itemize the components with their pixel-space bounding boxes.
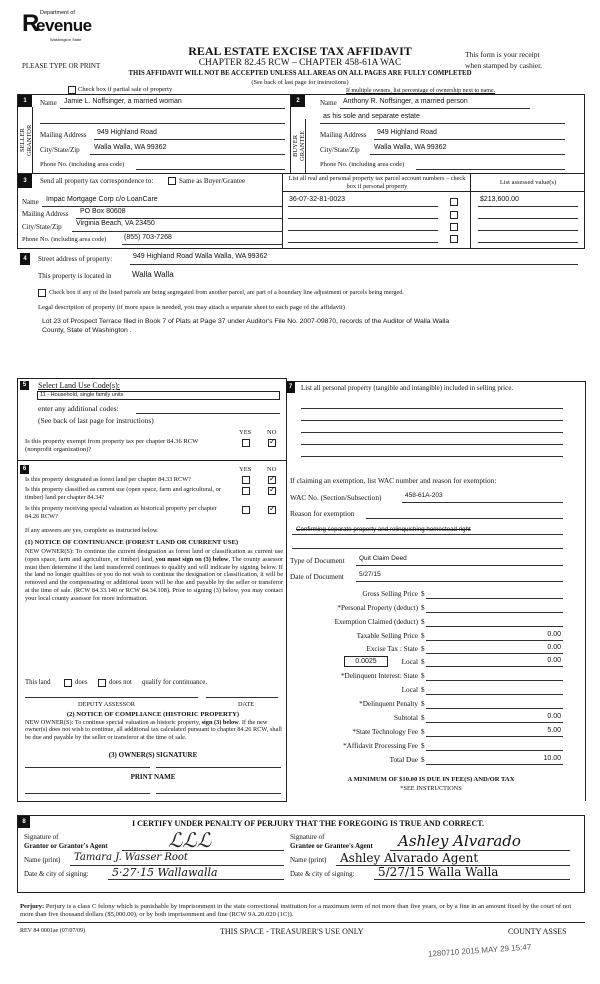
seller-mailing-label: Mailing Address: [40, 131, 87, 139]
buyer-name-field-2[interactable]: as his sole and separate estate: [323, 113, 420, 120]
historical-yes-checkbox[interactable]: [242, 506, 250, 514]
personal-property-line-4[interactable]: [301, 444, 563, 445]
fee-value[interactable]: 0.00: [547, 644, 561, 651]
exempt-yes-checkbox[interactable]: [242, 439, 250, 447]
grantor-name-field[interactable]: Tamara J. Wasser Root: [74, 852, 188, 863]
no-header-5: NO: [267, 429, 277, 436]
forest-current-use-section: [17, 460, 287, 802]
corr-name-label: Name: [22, 198, 39, 206]
section-7-right-border: [585, 381, 586, 801]
parcel-number-field[interactable]: 36-07-32-81-0023: [289, 196, 346, 203]
multiple-owners-note: If multiple owners, list percentage of ownership next to name.: [346, 88, 496, 94]
fee-line: [426, 694, 563, 695]
section-2-badge: 2: [291, 95, 305, 107]
grantor-name-label: Name (print): [24, 856, 61, 864]
deputy-assessor-line[interactable]: [25, 697, 198, 698]
assessed-line: [478, 206, 578, 207]
owner-print-name-1[interactable]: [25, 793, 150, 794]
notice-continuance-title: (1) NOTICE OF CONTINUANCE (FOREST LAND OR CURRENT USE): [25, 539, 239, 546]
please-type-print: PLEASE TYPE OR PRINT: [22, 62, 101, 70]
does-not-label: does not: [109, 679, 132, 686]
reason-label: Reason for exemption: [290, 509, 355, 518]
current-use-question: Is this property classified as current use (open space, farm and agricultural, or timber) land per chapter 84.34?: [25, 486, 221, 501]
perjury-label: Perjury:: [20, 903, 45, 910]
dollar-sign: $: [421, 700, 425, 708]
seller-city-label: City/State/Zip: [40, 146, 80, 154]
fee-line: [426, 708, 563, 709]
grantor-date-field[interactable]: 5·27·15 Wallawalla: [112, 866, 218, 879]
corr-phone-label: Phone No. (including area code): [22, 236, 107, 243]
land-use-value: 11 - Household, single family units: [40, 392, 124, 398]
wac-field[interactable]: 458-61A-203: [405, 492, 443, 499]
dollar-sign: $: [421, 672, 425, 680]
notice2-text-b: . If the new owner(s) does not wish to continue, all additional tax calculated pursuant to chapter 84.26 RCW, shall be due and payable by the seller or transferor at the time of sale.: [25, 719, 282, 741]
seller-grantor-section: [17, 94, 291, 174]
section-4-badge: 4: [20, 253, 30, 265]
section-6-badge: 6: [20, 465, 29, 474]
fee-label: Gross Selling Price: [362, 590, 418, 598]
notice-continuance-text: [25, 548, 283, 603]
segregated-checkbox[interactable]: [38, 289, 46, 297]
seller-phone-label: Phone No. (including area code): [40, 161, 125, 168]
seller-mailing-field[interactable]: 949 Highland Road: [97, 129, 157, 136]
notice2-text-a: NEW OWNER(S): To continue special valuation as historic property,: [25, 719, 202, 726]
corr-phone-line: [122, 244, 282, 245]
personal-property-checkbox[interactable]: [450, 211, 458, 219]
does-label: does: [75, 679, 88, 686]
reason-line-2: [292, 534, 563, 535]
doc-date-field[interactable]: 5/27/15: [359, 571, 381, 578]
personal-property-section: [286, 381, 586, 802]
select-land-use-label: Select Land Use Code(s):: [38, 381, 120, 390]
grantee-sig-label-2: Grantee or Grantee's Agent: [290, 842, 373, 850]
dollar-sign: $: [421, 645, 425, 653]
fee-label: Taxable Selling Price: [356, 632, 418, 640]
deputy-assessor-label: DEPUTY ASSESSOR: [78, 701, 135, 708]
send-correspondence-label: Send all property tax correspondence to:: [40, 177, 154, 185]
land-use-dropdown[interactable]: [37, 391, 280, 400]
dollar-sign: $: [421, 658, 425, 666]
logo-r: R: [22, 10, 40, 37]
doc-date-label: Date of Document: [290, 572, 344, 581]
seller-label: [19, 115, 33, 165]
footer-rule: [17, 922, 585, 923]
section-5-badge: 5: [20, 381, 29, 390]
doc-type-line: [356, 565, 563, 566]
perjury-text: Perjury is a class C felony which is punishable by imprisonment in the state correctional institution for a maximum term of not more than five years, or by a fine in an amount fixed by the court of not more than five thousand dollars ($5,000.00), or by both imprisonment and fine (RCW 9A.20.020 (1C)).: [20, 903, 572, 918]
treasurer-use-only: THIS SPACE - TREASURER'S USE ONLY: [220, 927, 364, 936]
fee-line: [426, 736, 563, 737]
grantor-sig-label-2: Grantor or Grantor's Agent: [24, 842, 108, 850]
dor-logo: [22, 8, 92, 52]
exemption-label: If claiming an exemption, list WAC number and reason for exemption:: [290, 476, 497, 485]
fee-line: [426, 750, 563, 751]
yes-header-6: YES: [239, 466, 252, 473]
grantor-signature[interactable]: ℒℒℒ: [168, 828, 212, 852]
owner-print-name-2[interactable]: [156, 793, 281, 794]
notice1-text-b: . The county assessor must then determine if the land transferred continues to qualify and will indicate by signing below. If the land no longer qualifies or you do not wish to continue the designation or classification, it will be removed and the compensating or additional taxes will be due and payable by the seller or transferor at the time of sale. (RCW 84.33.140 or RCW 84.34.108). Prior to signing (3) below, you may contact your local county assessor for more information.: [25, 555, 283, 602]
seller-side-label: [18, 107, 33, 174]
minimum-due-note: A MINIMUM OF $10.00 IS DUE IN FEE(S) AND/OR TAX: [347, 776, 515, 783]
fee-value[interactable]: 5.00: [547, 727, 561, 734]
personal-property-checkbox[interactable]: [450, 223, 458, 231]
seller-text: SELLER: [19, 128, 26, 152]
buyer-city-label: City/State/Zip: [320, 146, 360, 154]
assessed-value-field[interactable]: [478, 230, 578, 231]
assessed-divider: [470, 174, 471, 249]
dollar-sign: $: [421, 618, 425, 626]
buyer-mailing-field[interactable]: 949 Highland Road: [377, 129, 437, 136]
assessed-value-field[interactable]: [478, 242, 578, 243]
legal-description-label: Legal description of property (if more space is needed, you may attach a separate sheet to each page of the affidavit): [38, 304, 345, 311]
fee-value[interactable]: 0.00: [547, 713, 561, 720]
buyer-label: [292, 123, 306, 169]
completion-warning: THIS AFFIDAVIT WILL NOT BE ACCEPTED UNLESS ALL AREAS ON ALL PAGES ARE FULLY COMPLETED: [128, 70, 472, 77]
does-qualify-checkbox[interactable]: [64, 679, 72, 687]
dollar-sign: $: [421, 714, 425, 722]
forest-land-question: Is this property designated as forest land per chapter 84.33 RCW?: [25, 476, 191, 483]
assessed-value-field[interactable]: $213,600.00: [480, 196, 519, 203]
personal-property-line-2[interactable]: [301, 420, 563, 421]
section-7-badge: 7: [286, 381, 295, 393]
historical-no-checkbox[interactable]: [268, 506, 276, 514]
assessed-value-field[interactable]: [478, 218, 578, 219]
buyer-mailing-label: Mailing Address: [320, 131, 367, 139]
corr-mailing-line: [76, 218, 282, 219]
personal-property-line-5[interactable]: [301, 456, 563, 457]
grantee-date-field[interactable]: 5/27/15 Walla Walla: [378, 865, 499, 879]
current-use-no-checkbox[interactable]: [268, 487, 276, 495]
historical-question: Is this property receiving special valuation as historical property per chapter 84.26 RCW?: [25, 505, 217, 520]
county-assessor-label: COUNTY ASSES: [508, 927, 567, 936]
assessor-date-line[interactable]: [206, 697, 278, 698]
buyer-city-line: [370, 154, 565, 155]
fee-label: *Personal Property (deduct): [337, 604, 418, 612]
grantee-name-label: Name (print): [290, 856, 327, 864]
exempt-question: Is this property exempt from property tax per chapter 84.36 RCW (nonprofit organization)?: [25, 438, 199, 453]
buyer-phone-label: Phone No. (including area code): [320, 161, 405, 168]
reason-line-3[interactable]: [292, 548, 563, 549]
fee-line: [426, 666, 563, 667]
personal-property-line-1[interactable]: [301, 408, 563, 409]
seller-name-field[interactable]: Jamie L. Noffsinger, a married woman: [64, 98, 182, 105]
fee-line: [426, 612, 563, 613]
section-3-badge: 3: [18, 174, 32, 188]
corr-city-field[interactable]: Virginia Beach, VA 23450: [76, 220, 155, 227]
parcel-divider: [282, 174, 283, 249]
notice-compliance-title: (2) NOTICE OF COMPLIANCE (HISTORIC PROPERTY): [66, 711, 240, 718]
notice1-text-a: NEW OWNER(S): To continue the current designation as forest land or classification as current use (open space, farm and agriculture, or timber) land,: [25, 548, 283, 563]
logo-name: evenue: [36, 16, 92, 35]
fee-line: [426, 680, 563, 681]
dollar-sign: $: [421, 632, 425, 640]
fee-value[interactable]: 10.00: [543, 755, 561, 762]
if-yes-instruction: If any answers are yes, complete as instructed below.: [25, 527, 159, 534]
this-land-label: This land: [25, 679, 51, 686]
dollar-sign: $: [421, 604, 425, 612]
grantor-text: GRANTOR: [26, 124, 33, 156]
fee-label: *Delinquent Penalty: [359, 700, 418, 708]
corr-mailing-label: Mailing Address: [22, 210, 69, 218]
fee-line: [426, 764, 563, 765]
form-revision: REV 84 0001ae (07/07/09): [20, 928, 86, 934]
treasurer-stamp: 1280710 2015 MAY 29 15:47: [427, 942, 532, 959]
doc-type-label: Type of Document: [290, 556, 345, 565]
land-use-section: [17, 378, 287, 461]
fee-line: [426, 722, 563, 723]
certification-section: [17, 815, 585, 893]
segregated-label: Check box if any of the listed parcels are being segregated from another parcel, are part of a boundary line adjustment or parcels being merged.: [49, 289, 404, 296]
fee-value[interactable]: 0.00: [547, 631, 561, 638]
fee-line: [426, 598, 563, 599]
grantee-signature[interactable]: Ashley Alvarado: [398, 832, 521, 850]
form-title: REAL ESTATE EXCISE TAX AFFIDAVIT: [188, 44, 412, 58]
parcel-line: [288, 206, 438, 207]
fee-label: Total Due: [389, 756, 418, 764]
wac-label: WAC No. (Section/Subsection): [290, 493, 382, 502]
owner-signature-title: (3) OWNER(S) SIGNATURE: [108, 751, 198, 759]
fee-line: [426, 653, 563, 654]
buyer-name-label: Name: [320, 99, 337, 107]
print-name-title: PRINT NAME: [130, 773, 176, 781]
no-header-6: NO: [267, 466, 277, 473]
grantee-date-line: [374, 879, 570, 880]
buyer-text: BUYER: [292, 134, 299, 158]
doc-date-line: [356, 581, 563, 582]
yes-header-5: YES: [239, 429, 252, 436]
additional-codes-field[interactable]: [136, 413, 280, 414]
corr-name-line: [42, 206, 282, 207]
receipt-note-1: This form is your receipt: [465, 50, 540, 59]
seller-name-line-2[interactable]: [40, 123, 285, 124]
buyer-name-field[interactable]: Anthony R. Noffsinger, a married person: [343, 98, 468, 105]
fee-label: Excise Tax : State: [366, 645, 418, 653]
fee-label: *Delinquent Interest: State: [340, 672, 418, 680]
reason-field[interactable]: Confirming separate property and relinquishing homestead right: [296, 526, 471, 533]
corr-city-label: City/State/Zip: [22, 223, 62, 231]
fee-label: Subtotal: [394, 714, 418, 722]
notice1-text-bold: you must sign on (3) below: [155, 555, 229, 563]
corr-phone-field[interactable]: (855) 703-7268: [124, 234, 172, 241]
same-as-buyer-checkbox[interactable]: [168, 177, 176, 185]
grantee-name-field[interactable]: Ashley Alvarado Agent: [340, 851, 479, 865]
personal-property-label: List all personal property (tangible and intangible) included in selling price.: [301, 384, 514, 392]
seller-city-field[interactable]: Walla Walla, WA 99362: [94, 144, 167, 151]
fee-label: Local: [401, 686, 418, 694]
fee-line: [426, 640, 563, 641]
parcel-header: List all real and personal property tax parcel account numbers – check box if personal property: [288, 175, 466, 190]
exempt-no-checkbox[interactable]: [268, 439, 276, 447]
fee-label: Exemption Claimed (deduct): [334, 618, 418, 626]
fee-label: Local: [401, 658, 418, 666]
seller-name-line: [60, 108, 285, 109]
partial-sale-label: Check box if partial sale of property: [78, 86, 173, 93]
legal-description-line-2[interactable]: County, State of Washington .: [42, 327, 132, 334]
owner-signature-line-1[interactable]: [25, 767, 150, 768]
located-in-field[interactable]: Walla Walla: [132, 270, 174, 279]
reason-line: [366, 518, 563, 519]
receipt-note-2: when stamped by cashier.: [465, 61, 543, 70]
notice2-text-bold: sign (3) below: [201, 719, 239, 726]
buyer-name-line: [340, 108, 530, 109]
local-rate-value: 0.0025: [355, 658, 377, 665]
notice-compliance-text: [25, 719, 283, 741]
seller-city-line: [90, 154, 285, 155]
assessed-header: List assessed value(s): [499, 179, 557, 186]
fee-value[interactable]: 0.00: [547, 657, 561, 664]
buyer-phone-field[interactable]: [416, 169, 565, 170]
see-instructions-note: *SEE INSTRUCTIONS: [400, 785, 462, 792]
parcel-number-field[interactable]: [288, 218, 438, 219]
logo-state: Washington State: [50, 37, 82, 42]
grantee-text: GRANTEE: [299, 130, 306, 162]
dollar-sign: $: [421, 756, 425, 764]
seller-mailing-line: [94, 139, 285, 140]
located-in-label: This property is located in: [38, 272, 112, 280]
buyer-mailing-line: [374, 139, 565, 140]
same-as-buyer-label: Same as Buyer/Grantee: [179, 177, 246, 185]
buyer-name-line-2: [320, 123, 565, 124]
fee-label: *State Technology Fee: [352, 728, 418, 736]
buyer-side-label: [291, 119, 306, 174]
grantee-date-label: Date & city of signing:: [290, 870, 355, 878]
partial-sale-checkbox[interactable]: [68, 86, 76, 94]
forest-yes-checkbox[interactable]: [242, 476, 250, 484]
current-use-yes-checkbox[interactable]: [242, 487, 250, 495]
corr-name-field[interactable]: Impac Mortgage Corp c/o LoanCare: [46, 196, 158, 203]
grantor-date-line: [108, 879, 284, 880]
additional-codes-label: enter any additional codes:: [38, 404, 119, 413]
dollar-sign: $: [421, 686, 425, 694]
personal-property-checkbox[interactable]: [450, 198, 458, 206]
see-back-5: (See back of last page for instructions): [38, 416, 154, 425]
seller-name-label: Name: [40, 99, 57, 107]
form-subtitle: CHAPTER 82.45 RCW – CHAPTER 458-61A WAC: [198, 58, 402, 68]
doc-type-field[interactable]: Quit Claim Deed: [359, 555, 407, 562]
corr-mailing-field[interactable]: PO Box 80608: [80, 208, 126, 215]
section-8-badge: 8: [18, 816, 30, 828]
seller-phone-field[interactable]: [136, 169, 285, 170]
street-address-label: Street address of property:: [38, 255, 113, 263]
owner-signature-line-2[interactable]: [156, 767, 281, 768]
dollar-sign: $: [421, 728, 425, 736]
corr-city-line: [72, 231, 282, 232]
street-address-field[interactable]: 949 Highland Road Walla Walla, WA 99362: [133, 253, 268, 260]
forest-no-checkbox[interactable]: [268, 476, 276, 484]
date-label: DATE: [238, 701, 255, 708]
logo-dept-text: Department of: [40, 10, 75, 16]
perjury-notice: [20, 903, 585, 919]
personal-property-checkbox[interactable]: [450, 235, 458, 243]
buyer-city-field[interactable]: Walla Walla, WA 99362: [374, 144, 447, 151]
dollar-sign: $: [421, 742, 425, 750]
dollar-sign: $: [421, 590, 425, 598]
parcel-number-field[interactable]: [288, 230, 438, 231]
buyer-grantee-section: [290, 94, 585, 174]
fee-label: *Affidavit Processing Fee: [343, 742, 418, 750]
wac-line: [402, 502, 563, 503]
does-not-qualify-checkbox[interactable]: [98, 679, 106, 687]
fee-line: [426, 626, 563, 627]
section-1-badge: 1: [18, 95, 32, 107]
parcel-number-field[interactable]: [288, 242, 438, 243]
legal-description-line-1[interactable]: Lot 23 of Prospect Terrace filed in Book 7 of Plats at Page 37 under Auditor's File No. 2007-09870, records of the Auditor of Walla Walla: [42, 318, 450, 325]
certify-statement: I CERTIFY UNDER PENALTY OF PERJURY THAT THE FOREGOING IS TRUE AND CORRECT.: [131, 819, 484, 828]
grantor-sig-label-1: Signature of: [24, 833, 59, 841]
grantee-sig-label-1: Signature of: [290, 833, 325, 841]
qualify-label: qualify for continuance.: [142, 679, 208, 686]
parcel-header-rule: [282, 191, 585, 192]
street-address-line: [130, 264, 578, 265]
personal-property-line-3[interactable]: [301, 432, 563, 433]
tax-correspondence-section: [17, 173, 585, 249]
see-back-note: (See back of last page for instructions): [251, 79, 349, 86]
grantor-date-label: Date & city of signing:: [24, 870, 89, 878]
